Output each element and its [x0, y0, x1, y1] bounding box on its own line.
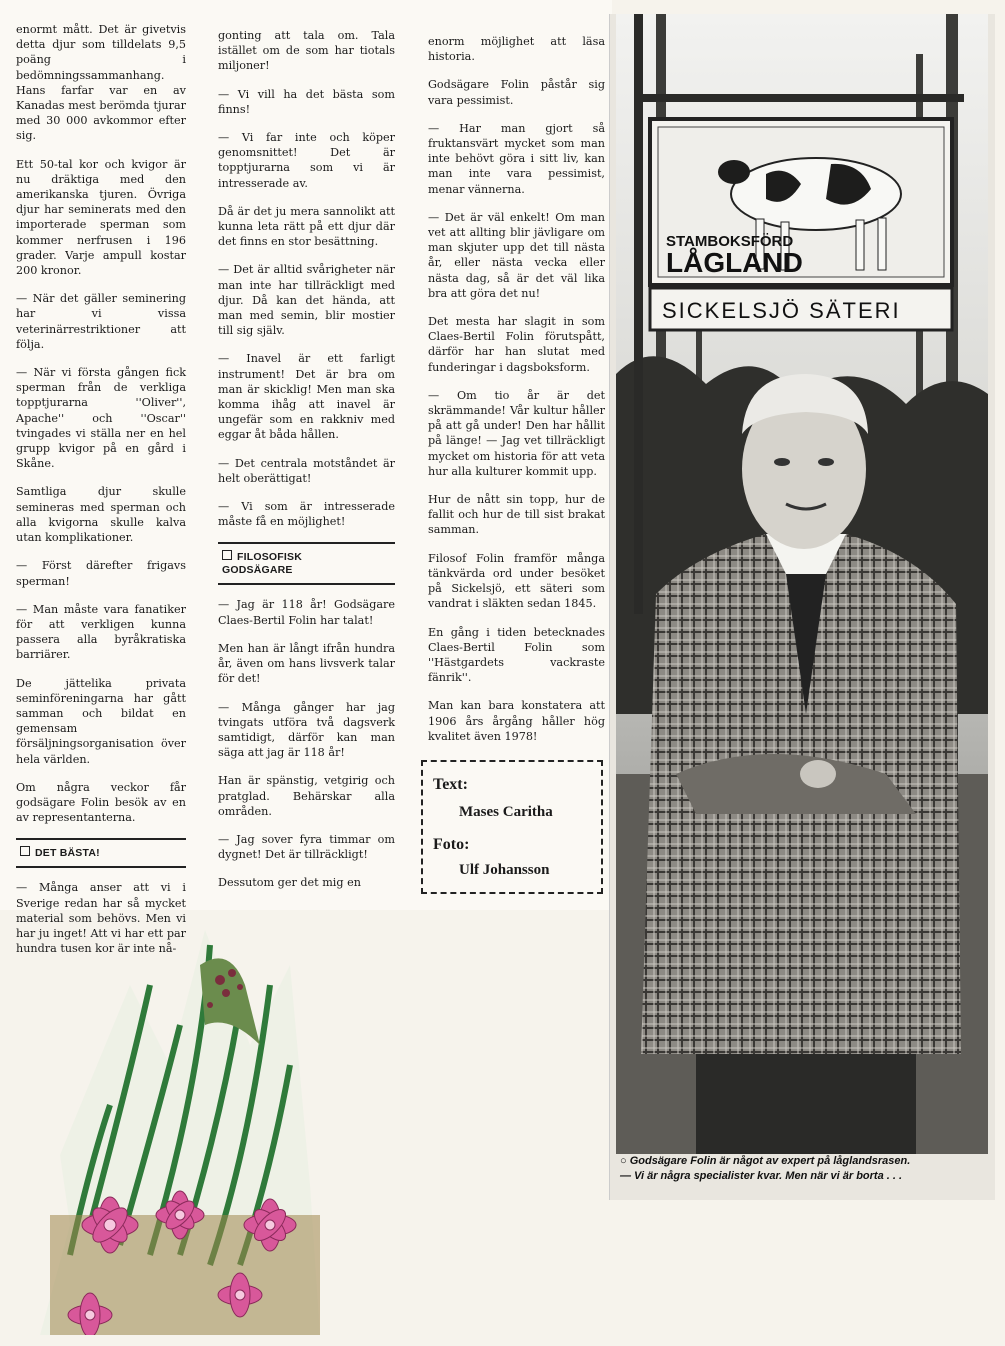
paragraph: — När det gäller seminering har vi vissa veterinärrestriktioner att följa.	[16, 292, 186, 351]
foto-credit-name: Ulf Johansson	[459, 862, 550, 878]
paragraph: — Om tio år är det skrämmande! Vår kultur håller på att gå under! Den har hållit på länge! — Jag vet tillräckligt mycket om historia för att veta hur alla kulturer kommit upp.	[428, 388, 605, 478]
paragraph: — Först därefter frigavs sperman!	[16, 559, 186, 588]
section-heading-text: FILOSOFISK	[237, 551, 302, 564]
paragraph: Det mesta har slagit in som Claes-Bertil Folin förutspått, därför har han slutat med funderingar i dagsboksform.	[428, 315, 605, 374]
paragraph: — Vi vill ha det bästa som finns!	[218, 87, 395, 116]
farm-name: SICKELSJÖ SÄTERI	[662, 298, 901, 323]
section-heading-text: DET BÄSTA!	[35, 847, 100, 860]
text-credit-name: Mases Caritha	[459, 804, 553, 820]
paragraph: — När vi första gången fick sperman från de verkliga topptjurarna ''Oliver'', Apache'' och ''Oscar'' tvingades vi ställa ner en hel grupp kvigor på en gård i Skåne.	[16, 366, 186, 471]
paragraph: Om några veckor får godsägare Folin besök av en av representanterna.	[16, 780, 186, 825]
paragraph: Ett 50-tal kor och kvigor är nu dräktiga med den amerikanska tjuren. Övriga djur har seminerats med den importerade sperman som kommer nerfrusen i 196 grader. Varje ampull kostar 200 kronor.	[16, 157, 186, 278]
paragraph: — Det är väl enkelt! Om man vet att allting blir jävligare om man skjuter upp det till nästa år, eller nästa vecka eller nästa dag, så är det väl lika bra att göra det nu!	[428, 210, 605, 300]
paragraph: Men han är långt ifrån hundra år, även om hans livsverk talar för det!	[218, 641, 395, 686]
paragraph: Då är det ju mera sannolikt att kunna leta rätt på ett djur där det finns en stor besättning.	[218, 204, 395, 249]
section-heading-filosofisk-godsagare	[218, 542, 395, 585]
paragraph: De jättelika privata seminföreningarna har gått samman och bildat en gemensam försäljningsorganisation över hela världen.	[16, 676, 186, 766]
paragraph: — Har man gjort så fruktansvärt mycket som man inte behövt göra i sitt liv, kan man inte vara pessimist, menar vännerna.	[428, 121, 605, 196]
paragraph: — Vi som är intresserade måste få en möjlighet!	[218, 500, 395, 529]
paragraph: — Jag sover fyra timmar om dygnet! Det är tillräckligt!	[218, 832, 395, 862]
paragraph: Han är spänstig, vetgirig och pratglad. Behärskar alla områden.	[218, 774, 395, 818]
paragraph: Dessutom ger det mig en	[218, 876, 361, 890]
paragraph: — Vi far inte och köper genomsnittet! Det är topptjurarna som vi är intresserade av.	[218, 131, 395, 190]
photo-frame	[609, 14, 995, 1200]
paragraph: enorm möjlighet att läsa historia.	[428, 35, 605, 64]
section-heading-text: GODSÄGARE	[222, 564, 293, 577]
photo-caption	[620, 1154, 990, 1184]
text-credit-label: Text:	[433, 776, 468, 793]
paragraph: — Många gånger har jag tvingats utföra två dagsverk samtidigt, därför kan man säga att jag är 118 år!	[218, 700, 395, 760]
paragraph: — Det centrala motståndet är helt oberättigat!	[218, 456, 395, 485]
article-column-2	[218, 28, 395, 904]
article-column-1	[16, 22, 186, 969]
article-column-3	[428, 34, 605, 757]
paragraph: gonting att tala om. Tala istället om de som har tiotals miljoner!	[218, 29, 395, 73]
paragraph: — Jag är 118 år! Godsägare Claes-Bertil Folin har talat!	[218, 598, 395, 627]
sign-line2: LÅGLAND	[666, 247, 803, 278]
paragraph: Filosof Folin framför många tänkvärda ord under besöket på Sickelsjö, ett säteri som vandrat i släkten sedan 1845.	[428, 551, 605, 611]
credit-box	[421, 760, 603, 894]
photo-illustration	[616, 14, 988, 1154]
sign-line1: STAMBOKSFÖRD	[666, 233, 794, 250]
flower-illustration	[30, 925, 330, 1335]
portrait-photo	[616, 14, 988, 1154]
checkbox-bullet-icon	[222, 550, 232, 560]
section-heading-det-basta	[16, 838, 186, 868]
paragraph: Samtliga djur skulle semineras med sperman och alla kvigorna skulle kalva utan komplikationer.	[16, 485, 186, 545]
paragraph: En gång i tiden betecknades Claes-Bertil Folin som ''Hästgardets vackraste fänrik''.	[428, 625, 605, 685]
paragraph: — Många anser att vi i Sverige redan har så mycket material som behövs. Men vi har ju inget! Att vi har ett par hundra tusen kor är inte nå-	[16, 881, 186, 956]
caption-line: ○ Godsägare Folin är något av expert på låglandsrasen.	[620, 1155, 911, 1167]
paragraph: Man kan bara konstatera att 1906 års årgång håller hög kvalitet även 1978!	[428, 699, 605, 743]
paragraph: — Det är alltid svårigheter när man inte har tillräckligt med djur. Då kan det hända, att man med semin, blir mostier till sig själv.	[218, 263, 395, 338]
flower-graphic	[30, 925, 330, 1335]
foto-credit-label: Foto:	[433, 836, 470, 853]
paragraph: Godsägare Folin påstår sig vara pessimist.	[428, 78, 605, 107]
checkbox-bullet-icon	[20, 846, 30, 856]
paragraph: — Man måste vara fanatiker för att verkligen kunna passera alla byråkratiska barriärer.	[16, 602, 186, 662]
paragraph: — Inavel är ett farligt instrument! Det är bra om man är skicklig! Men man ska komma ihåg att inavel är ungefär som en rakkniv med eggar åt båda hållen.	[218, 352, 395, 442]
caption-line: — Vi är några specialister kvar. Men när vi är borta . . .	[620, 1170, 903, 1182]
paragraph: enormt mått. Det är givetvis detta djur som tilldelats 9,5 poäng i bedömningssammanhang. Hans farfar var en av Kanadas mest berömda tjurar med 30 000 avkommor efter sig.	[16, 23, 186, 143]
paragraph: Hur de nått sin topp, hur de fallit och hur de till sist brakat samman.	[428, 493, 605, 537]
